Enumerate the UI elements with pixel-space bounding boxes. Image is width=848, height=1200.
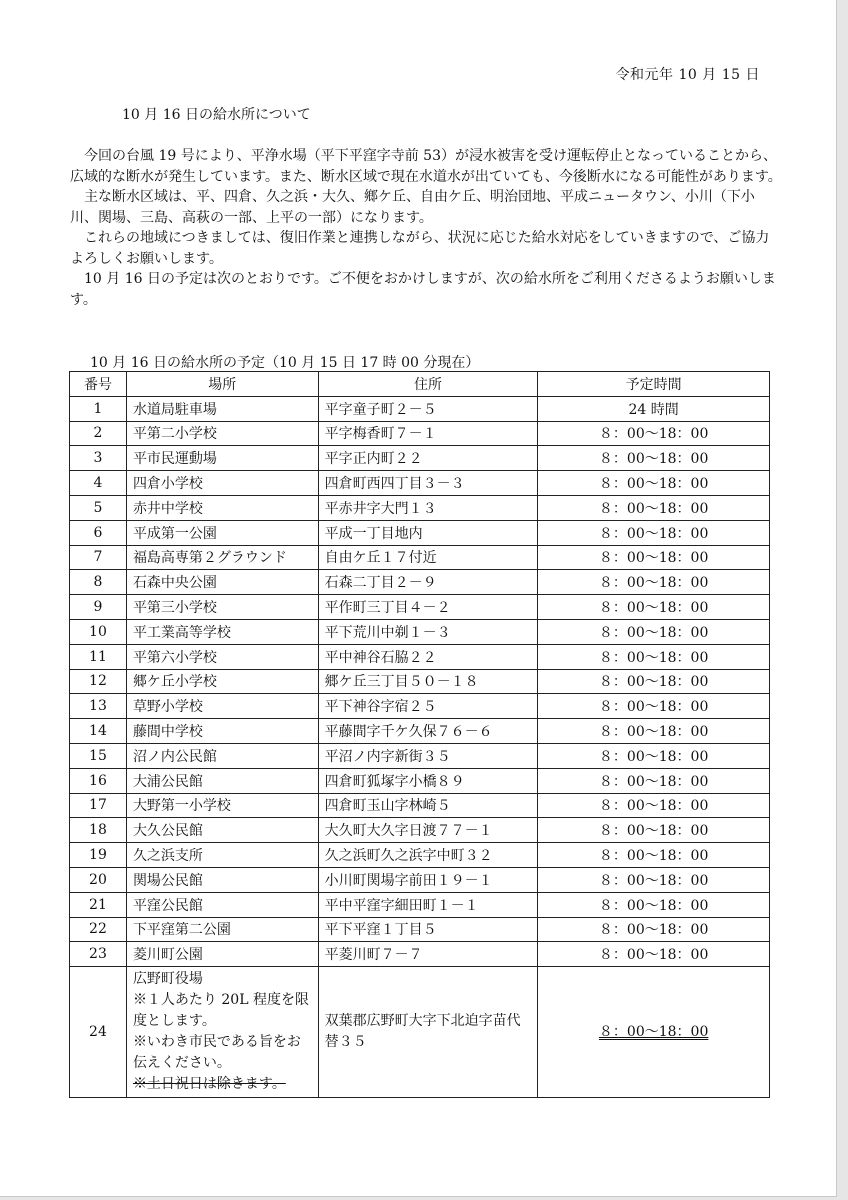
row-time: ８：00〜18：00 (538, 421, 770, 446)
row-number: 23 (70, 942, 127, 967)
row-address: 平字童子町２－５ (318, 396, 538, 421)
row-place: 関場公民館 (126, 867, 318, 892)
row-time: ８：00〜18：00 (538, 595, 770, 620)
row-number: 18 (70, 818, 127, 843)
row-number: 19 (70, 843, 127, 868)
row-place: 菱川町公園 (126, 942, 318, 967)
row-time: ８：00〜18：00 (538, 570, 770, 595)
row-struck-note: ※土日祝日は除きます。 (132, 1076, 286, 1093)
header-number: 番号 (70, 372, 127, 397)
row-address: 自由ケ丘１７付近 (318, 545, 538, 570)
header-time: 予定時間 (538, 372, 770, 397)
row-number: 5 (70, 495, 127, 520)
row-address: 平下平窪１丁目５ (318, 917, 538, 942)
table-row (70, 694, 770, 719)
row-time-cell (538, 967, 770, 1098)
row-time: ８：00〜18：00 (538, 619, 770, 644)
row-address: 平中平窪字細田町１－１ (318, 892, 538, 917)
row-time: ８：00〜18：00 (538, 644, 770, 669)
document-title: 10 月 16 日の給水所について (122, 107, 311, 123)
row-place: 四倉小学校 (126, 471, 318, 496)
row-number: 20 (70, 867, 127, 892)
table-header-row (70, 372, 770, 397)
row-place: 沼ノ内公民館 (126, 743, 318, 768)
row-place: 福島高専第２グラウンド (126, 545, 318, 570)
row-number: 11 (70, 644, 127, 669)
row-number: 10 (70, 619, 127, 644)
table-row (70, 967, 770, 1098)
row-place: 郷ケ丘小学校 (126, 669, 318, 694)
row-address: 平字正内町２２ (318, 446, 538, 471)
row-place: 平窪公民館 (126, 892, 318, 917)
row-place-cell (126, 967, 318, 1098)
table-row (70, 520, 770, 545)
table-row (70, 743, 770, 768)
table-row (70, 396, 770, 421)
row-time: ８：00〜18：00 (538, 867, 770, 892)
row-place: 藤間中学校 (126, 719, 318, 744)
header-place: 場所 (126, 372, 318, 397)
row-address: 平沼ノ内字新街３５ (318, 743, 538, 768)
row-place: 大浦公民館 (126, 768, 318, 793)
row-number: 15 (70, 743, 127, 768)
row-time: ８：00〜18：00 (538, 917, 770, 942)
row-place: 草野小学校 (126, 694, 318, 719)
table-row (70, 669, 770, 694)
row-address: 大久町大久字日渡７７－１ (318, 818, 538, 843)
table-caption: 10 月 16 日の給水所の予定（10 月 15 日 17 時 00 分現在） (90, 355, 480, 371)
table-row (70, 446, 770, 471)
row-place: 下平窪第二公園 (126, 917, 318, 942)
row-place: 大野第一小学校 (126, 793, 318, 818)
row-address: 四倉町玉山字林崎５ (318, 793, 538, 818)
row-time: ８：00〜18：00 (538, 495, 770, 520)
row-address: 平作町三丁目４－２ (318, 595, 538, 620)
row-number: 8 (70, 570, 127, 595)
water-supply-table (69, 371, 770, 1098)
row-time: ８：00〜18：00 (538, 843, 770, 868)
row-place: 広野町役場 (132, 971, 203, 988)
row-time: ８：00〜18：00 (538, 793, 770, 818)
row-place: 平第六小学校 (126, 644, 318, 669)
row-time: ８：00〜18：00 (538, 719, 770, 744)
table-row (70, 495, 770, 520)
row-number: 24 (70, 967, 127, 1098)
table-body (70, 396, 770, 1097)
row-time: ８：00〜18：00 (538, 892, 770, 917)
row-time: ８：00〜18：00 (538, 743, 770, 768)
row-time: ８：00〜18：00 (538, 520, 770, 545)
row-time: ８：00〜18：00 (538, 446, 770, 471)
row-place: 水道局駐車場 (126, 396, 318, 421)
row-address: 平赤井字大門１３ (318, 495, 538, 520)
paragraph: 10 月 16 日の予定は次のとおりです。ご不便をおかけしますが、次の給水所をご利用くださるようお願いします。 (70, 271, 776, 308)
row-address: 平藤間字千ケ久保７６－６ (318, 719, 538, 744)
row-time: ８：00〜18：00 (598, 1023, 709, 1040)
row-place: 石森中央公園 (126, 570, 318, 595)
paragraph: 主な断水区域は、平、四倉、久之浜・大久、鄉ケ丘、自由ケ丘、明治団地、平成ニュータウン、小川（下小川、関場、三島、高萩の一部、上平の一部）になります。 (70, 189, 755, 226)
row-address: 郷ケ丘三丁目５０－１８ (318, 669, 538, 694)
row-note: ※いわき市民である旨をお伝えください。 (132, 1034, 301, 1072)
row-address: 平成一丁目地内 (318, 520, 538, 545)
row-number: 17 (70, 793, 127, 818)
paragraph: これらの地域につきましては、復旧作業と連携しながら、状況に応じた給水対応をしていきますので、ご協力よろしくお願いします。 (70, 230, 770, 267)
table-row (70, 818, 770, 843)
row-time: 24 時間 (538, 396, 770, 421)
paragraph: 今回の台風 19 号により、平浄水場（平下平窪字寺前 53）が浸水被害を受け運転停止となっていることから、広域的な断水が発生しています。また、断水区域で現在水道水が出ていても、今後断水になる可能性があります。 (70, 148, 782, 185)
row-address: 平菱川町７－７ (318, 942, 538, 967)
table-row (70, 867, 770, 892)
row-number: 9 (70, 595, 127, 620)
row-place: 大久公民館 (126, 818, 318, 843)
row-place: 平工業高等学校 (126, 619, 318, 644)
row-number: 1 (70, 396, 127, 421)
row-time: ８：00〜18：00 (538, 669, 770, 694)
row-number: 7 (70, 545, 127, 570)
row-note: ※１人あたり 20L 程度を限度とします。 (132, 992, 309, 1030)
table-row (70, 843, 770, 868)
row-place: 平成第一公園 (126, 520, 318, 545)
row-number: 2 (70, 421, 127, 446)
table-row (70, 917, 770, 942)
row-address: 平下荒川中剃１－３ (318, 619, 538, 644)
table-row (70, 570, 770, 595)
row-address: 平中神谷石脇２２ (318, 644, 538, 669)
row-address: 小川町関場字前田１９－１ (318, 867, 538, 892)
header-address: 住所 (318, 372, 538, 397)
row-number: 3 (70, 446, 127, 471)
table-row (70, 545, 770, 570)
table-row (70, 768, 770, 793)
document-date: 令和元年 10 月 15 日 (615, 67, 760, 83)
row-address: 平下神谷字宿２５ (318, 694, 538, 719)
row-place: 平第三小学校 (126, 595, 318, 620)
row-number: 6 (70, 520, 127, 545)
row-number: 12 (70, 669, 127, 694)
row-place: 平市民運動場 (126, 446, 318, 471)
row-time: ８：00〜18：00 (538, 471, 770, 496)
table-row (70, 619, 770, 644)
table-row (70, 942, 770, 967)
row-number: 16 (70, 768, 127, 793)
row-time: ８：00〜18：00 (538, 694, 770, 719)
row-number: 22 (70, 917, 127, 942)
row-time: ８：00〜18：00 (538, 818, 770, 843)
row-address: 四倉町狐塚字小橋８９ (318, 768, 538, 793)
row-number: 13 (70, 694, 127, 719)
table-row (70, 892, 770, 917)
row-address: 四倉町西四丁目３－３ (318, 471, 538, 496)
row-number: 21 (70, 892, 127, 917)
row-place: 久之浜支所 (126, 843, 318, 868)
row-time: ８：00〜18：00 (538, 545, 770, 570)
row-place: 赤井中学校 (126, 495, 318, 520)
table-row (70, 471, 770, 496)
row-address: 石森二丁目２－９ (318, 570, 538, 595)
table-row (70, 595, 770, 620)
notice-body (70, 146, 782, 310)
row-address: 久之浜町久之浜字中町３２ (318, 843, 538, 868)
row-address: 双葉郡広野町大字下北迫字苗代替３５ (318, 967, 538, 1098)
table-row (70, 793, 770, 818)
row-place: 平第二小学校 (126, 421, 318, 446)
table-row (70, 719, 770, 744)
table-row (70, 421, 770, 446)
row-number: 4 (70, 471, 127, 496)
row-address: 平字梅香町７－１ (318, 421, 538, 446)
table-row (70, 644, 770, 669)
row-time: ８：00〜18：00 (538, 942, 770, 967)
row-number: 14 (70, 719, 127, 744)
row-time: ８：00〜18：00 (538, 768, 770, 793)
